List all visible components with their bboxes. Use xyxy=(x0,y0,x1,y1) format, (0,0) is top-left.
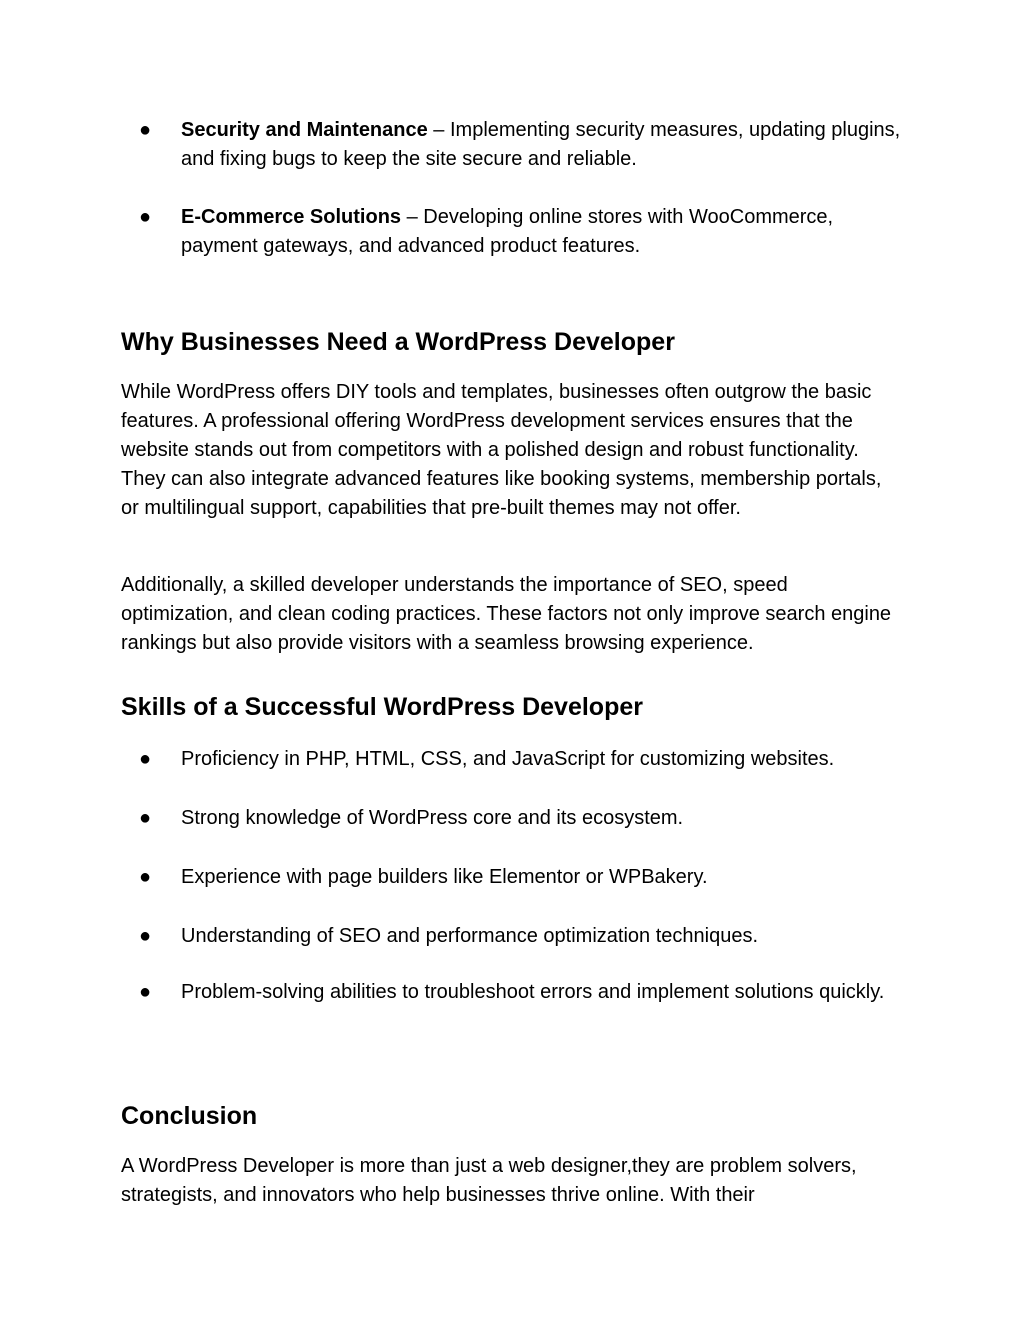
section-heading: Skills of a Successful WordPress Developer xyxy=(121,693,643,721)
bullet-icon: ● xyxy=(139,119,152,141)
list-item xyxy=(139,922,901,951)
paragraph: While WordPress offers DIY tools and templates, businesses often outgrow the basic features. A professional offering WordPress development services ensures that the website stands out from competitors with a polished design and robust functionality. They can also integrate advanced features like booking systems, membership portals, or multilingual support, capabilities that pre-built themes may not offer. xyxy=(121,381,882,519)
item-text: Experience with page builders like Elementor or WPBakery. xyxy=(181,866,708,888)
bullet-icon: ● xyxy=(139,981,152,1003)
list-item xyxy=(139,745,901,774)
item-text: – Developing online stores with WooCommerce, payment gateways, and advanced product features. xyxy=(181,206,834,257)
bullet-icon: ● xyxy=(139,807,152,829)
item-text: Proficiency in PHP, HTML, CSS, and JavaScript for customizing websites. xyxy=(181,748,835,770)
list-item xyxy=(139,978,901,1007)
item-title: Security and Maintenance xyxy=(181,119,428,141)
item-text: Understanding of SEO and performance optimization techniques. xyxy=(181,925,759,947)
bullet-icon: ● xyxy=(139,206,152,228)
list-item xyxy=(139,116,901,174)
item-title: E-Commerce Solutions xyxy=(181,206,402,228)
section-heading: Why Businesses Need a WordPress Developer xyxy=(121,328,675,356)
section-heading: Conclusion xyxy=(121,1102,258,1130)
bullet-icon: ● xyxy=(139,866,152,888)
list-item xyxy=(139,863,901,892)
paragraph: A WordPress Developer is more than just a web designer,they are problem solvers, strategists, and innovators who help businesses thrive online. With their xyxy=(121,1155,857,1206)
paragraph: Additionally, a skilled developer understands the importance of SEO, speed optimization, and clean coding practices. These factors not only improve search engine rankings but also provide visitors with a seamless browsing experience. xyxy=(121,574,892,654)
item-text: – Implementing security measures, updating plugins, and fixing bugs to keep the site secure and reliable. xyxy=(181,119,901,170)
bullet-icon: ● xyxy=(139,748,152,770)
bullet-icon: ● xyxy=(139,925,152,947)
item-text: Strong knowledge of WordPress core and its ecosystem. xyxy=(181,807,684,829)
list-item xyxy=(139,203,901,261)
list-item xyxy=(139,804,901,833)
item-text: Problem-solving abilities to troubleshoot errors and implement solutions quickly. xyxy=(181,981,885,1003)
